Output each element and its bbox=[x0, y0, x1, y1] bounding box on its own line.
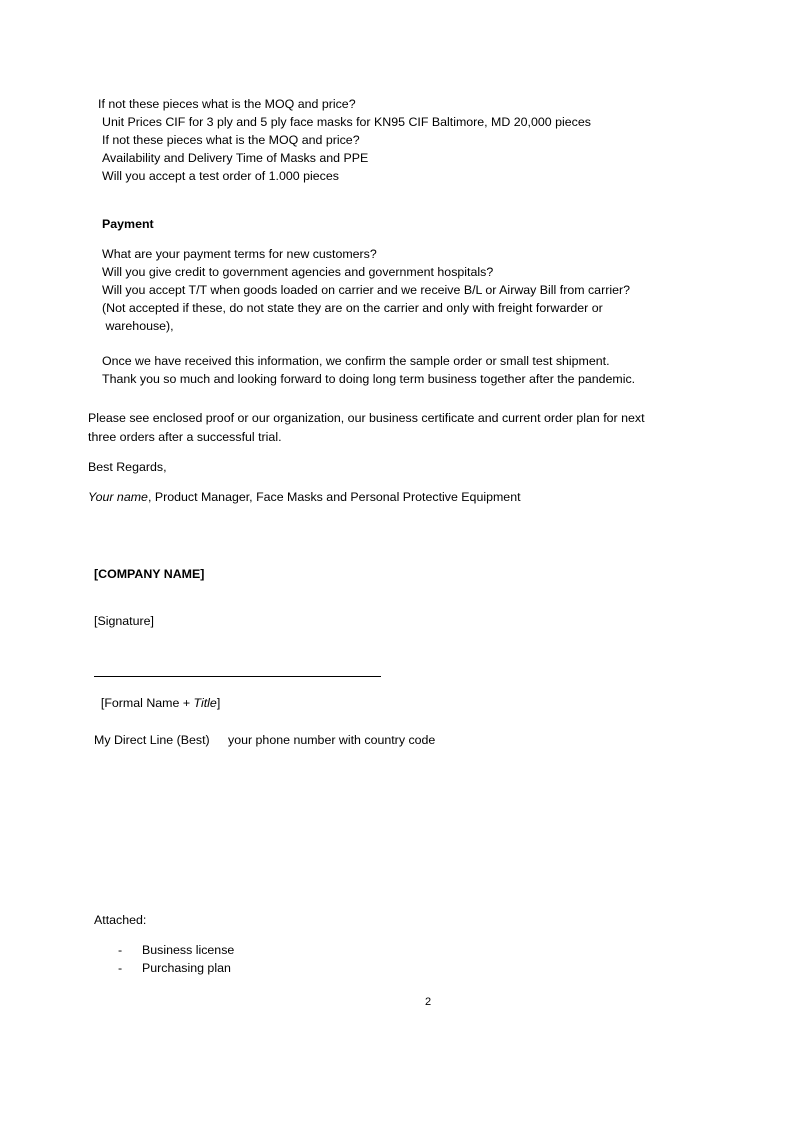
bullet-2: - bbox=[118, 961, 123, 975]
direct-line-label: My Direct Line (Best) bbox=[94, 733, 210, 747]
payment-line-4: (Not accepted if these, do not state they are on the carrier and only with freight forwarder or bbox=[102, 301, 603, 315]
question-line-5: Will you accept a test order of 1.000 pieces bbox=[102, 169, 339, 183]
regards: Best Regards, bbox=[88, 460, 167, 474]
payment-line-2: Will you give credit to government agencies and government hospitals? bbox=[102, 265, 494, 279]
signoff-title: , Product Manager, Face Masks and Personal Protective Equipment bbox=[147, 490, 521, 504]
formal-name-prefix: [Formal Name + bbox=[100, 696, 194, 710]
formal-name-line bbox=[94, 679, 220, 711]
page-number: 2 bbox=[425, 996, 432, 1008]
company-name: [COMPANY NAME] bbox=[94, 567, 205, 581]
formal-suffix: ] bbox=[216, 696, 221, 710]
payment-line-1: What are your payment terms for new customers? bbox=[102, 247, 377, 261]
enclosure-line-2: three orders after a successful trial. bbox=[88, 430, 282, 444]
payment-line-3: Will you accept T/T when goods loaded on carrier and we receive B/L or Airway Bill from carrier? bbox=[102, 283, 630, 297]
question-line-2: Unit Prices CIF for 3 ply and 5 ply face masks for KN95 CIF Baltimore, MD 20,000 pieces bbox=[102, 115, 591, 129]
signoff-line bbox=[88, 489, 521, 505]
closing-line-2: Thank you so much and looking forward to doing long term business together after the pandemic. bbox=[102, 372, 636, 386]
attached-item-2: Purchasing plan bbox=[142, 961, 231, 975]
payment-line-5: warehouse), bbox=[102, 319, 174, 333]
closing-line-1: Once we have received this information, we confirm the sample order or small test shipment. bbox=[102, 354, 610, 368]
signature-line bbox=[94, 676, 381, 677]
attached-item-1: Business license bbox=[142, 943, 235, 957]
question-line-1: If not these pieces what is the MOQ and price? bbox=[98, 97, 356, 111]
attached-label: Attached: bbox=[94, 913, 147, 927]
question-line-4: Availability and Delivery Time of Masks and PPE bbox=[102, 151, 369, 165]
direct-line-value: your phone number with country code bbox=[228, 733, 436, 747]
signoff-name: Your name bbox=[88, 490, 148, 504]
enclosure-line-1: Please see enclosed proof or our organization, our business certificate and current order plan for next bbox=[88, 411, 645, 425]
signature-placeholder: [Signature] bbox=[94, 614, 154, 628]
payment-heading: Payment bbox=[102, 217, 154, 231]
question-line-3: If not these pieces what is the MOQ and price? bbox=[102, 133, 360, 147]
bullet-1: - bbox=[118, 943, 123, 957]
formal-title: Title bbox=[193, 696, 217, 710]
